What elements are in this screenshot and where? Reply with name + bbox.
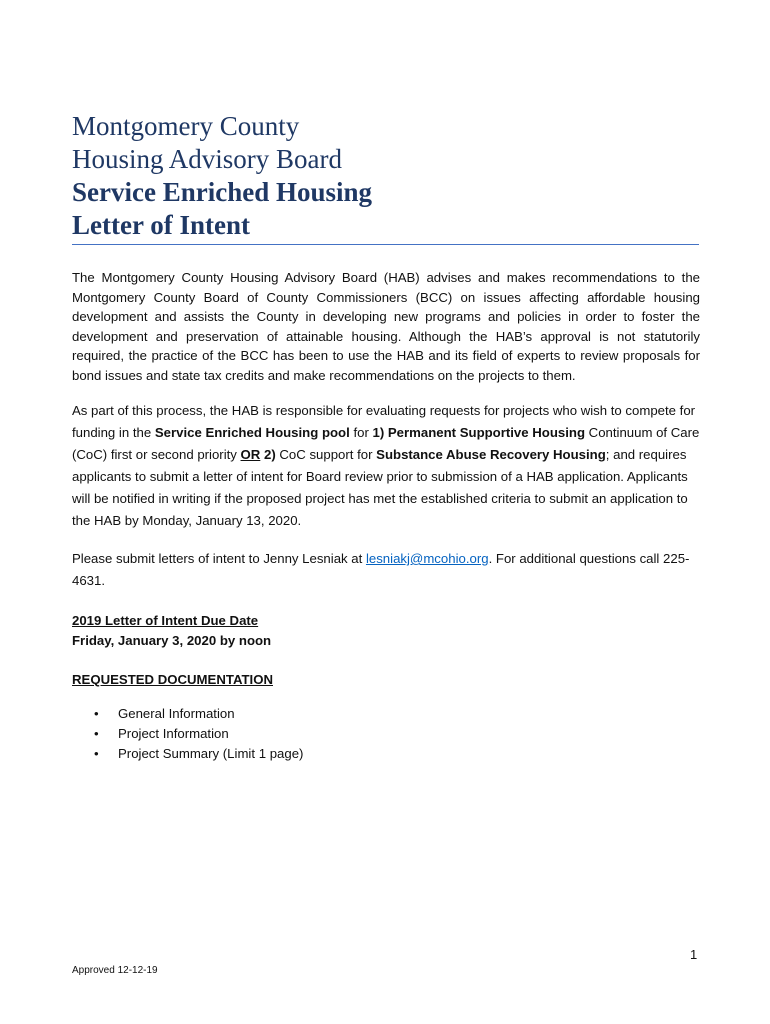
requested-documentation-list bbox=[72, 704, 303, 764]
document-title-line-2: Letter of Intent bbox=[72, 210, 250, 240]
intro-paragraph: The Montgomery County Housing Advisory Board (HAB) advises and makes recommendations to the Montgomery County Board of County Commissioners (BCC) on issues affecting affordable housing development and assists the County in developing new programs and policies in order to foster the development and preservation of attainable housing. Although the HAB’s approval is not statutorily required, the practice of the BCC has been to use the HAB and its field of experts to review proposals for bond issues and state tax credits and make recommendations on the projects to them. bbox=[72, 270, 700, 383]
contact-paragraph bbox=[72, 548, 700, 592]
due-date-value: Friday, January 3, 2020 by noon bbox=[72, 633, 272, 648]
process-text-2: for bbox=[349, 425, 373, 440]
process-text-6: ; and requires applicants to submit a letter of intent for Board review prior to submission of a HAB application. Applicants will be notified in writing if the proposed project has met the established criteria to submit an application to the HAB by Monday, January 13, 2020. bbox=[72, 447, 688, 528]
bullet-icon: • bbox=[94, 706, 99, 721]
document-header bbox=[72, 110, 700, 242]
process-bold-or: OR bbox=[240, 447, 261, 462]
process-text-1: As part of this process, the HAB is responsible for evaluating requests for projects who wish to compete for funding in the bbox=[72, 403, 696, 440]
contact-email-link[interactable]: lesniakj@mcohio.org bbox=[365, 551, 489, 566]
process-bold-option-1: 1) Permanent Supportive Housing bbox=[372, 425, 585, 440]
process-text-5: CoC support for bbox=[275, 447, 377, 462]
document-title-line-1: Service Enriched Housing bbox=[72, 177, 373, 207]
list-item bbox=[72, 724, 303, 744]
list-item bbox=[72, 704, 303, 724]
bullet-icon: • bbox=[94, 726, 99, 741]
list-item-label: Project Summary (Limit 1 page) bbox=[118, 746, 304, 761]
org-name-line-1: Montgomery County bbox=[72, 111, 300, 141]
contact-text-1: Please submit letters of intent to Jenny Lesniak at bbox=[72, 551, 366, 566]
header-divider bbox=[72, 244, 699, 245]
due-date-section bbox=[72, 611, 271, 651]
due-date-title: 2019 Letter of Intent Due Date bbox=[72, 613, 259, 628]
process-bold-pool: Service Enriched Housing pool bbox=[154, 425, 350, 440]
process-bold-option-2: Substance Abuse Recovery Housing bbox=[376, 447, 606, 462]
bullet-icon: • bbox=[94, 746, 99, 761]
contact-text-2: . For additional questions call 225-4631. bbox=[72, 551, 690, 588]
process-bold-option-2-number: 2) bbox=[264, 447, 276, 462]
page-number: 1 bbox=[690, 947, 698, 962]
process-paragraph bbox=[72, 400, 700, 532]
list-item-label: General Information bbox=[118, 706, 235, 721]
org-name-line-2: Housing Advisory Board bbox=[72, 144, 342, 174]
process-text-3: Continuum of Care (CoC) first or second priority bbox=[72, 425, 700, 462]
approved-date: Approved 12-12-19 bbox=[72, 965, 158, 976]
list-item bbox=[72, 744, 303, 764]
requested-documentation-heading: REQUESTED DOCUMENTATION bbox=[72, 672, 273, 687]
list-item-label: Project Information bbox=[118, 726, 229, 741]
